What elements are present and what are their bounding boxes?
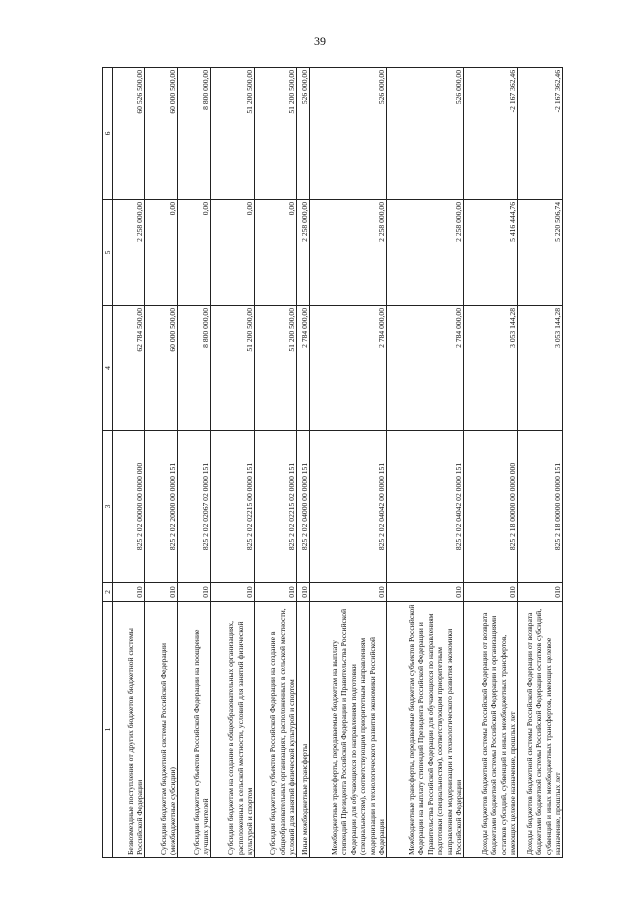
table-row — [113, 68, 145, 858]
row-admin: 010 — [255, 583, 297, 602]
row-plan: 51 200 500,00 — [255, 306, 297, 431]
row-admin: 010 — [113, 583, 145, 602]
row-admin: 010 — [145, 583, 178, 602]
row-deviation: 51 200 500,00 — [255, 68, 297, 200]
row-admin: 010 — [518, 583, 563, 602]
row-plan: 2 784 000,00 — [297, 306, 310, 431]
row-fact: 0,00 — [255, 200, 297, 306]
row-plan: 51 200 500,00 — [211, 306, 255, 431]
row-name: Межбюджетные трансферты, передаваемые бюджетам субъектов Российской Федерации на выплату стипендий Президента Российской Федерации и Правительства Российской Федерации для обучающихся по направлениям подготовки (специальностям), соответствующим приоритетным направлениям модернизации и технологического развития экономики Российской Федерации — [387, 602, 464, 858]
row-name: Доходы бюджетов бюджетной системы Российской Федерации от возврата бюджетами бюджетной системы Российской Федерации остатков субсидий, субвенций и иных межбюджетных трансфертов, имеющих целевое назначение, прошлых лет — [518, 602, 563, 858]
column-number: 2 — [103, 583, 113, 602]
row-fact: 2 258 000,00 — [387, 200, 464, 306]
row-code: 825 2 18 00000 00 0000 151 — [518, 431, 563, 583]
row-plan: 2 784 000,00 — [387, 306, 464, 431]
row-code: 825 2 02 04000 00 0000 151 — [297, 431, 310, 583]
row-plan: 3 053 144,28 — [518, 306, 563, 431]
row-admin: 010 — [464, 583, 518, 602]
column-number: 4 — [103, 306, 113, 431]
row-fact: 0,00 — [145, 200, 178, 306]
row-code: 825 2 02 04042 02 0000 151 — [387, 431, 464, 583]
row-name: Субсидии бюджетам субъектов Российской Федерации на создание в общеобразовательных организациях, расположенных в сельской местности, условий для занятий физической культурой и спортом — [255, 602, 297, 858]
row-code: 825 2 02 04042 00 0000 151 — [310, 431, 387, 583]
row-admin: 010 — [211, 583, 255, 602]
row-fact: 5 416 444,76 — [464, 200, 518, 306]
row-fact: 5 220 506,74 — [518, 200, 563, 306]
table-row — [255, 68, 297, 858]
row-deviation: 526 000,00 — [297, 68, 310, 200]
row-name: Субсидии бюджетам бюджетной системы Российской Федерации (межбюджетные субсидии) — [145, 602, 178, 858]
row-deviation: 526 000,00 — [387, 68, 464, 200]
row-plan: 60 000 500,00 — [145, 306, 178, 431]
row-code: 825 2 02 00000 00 0000 000 — [113, 431, 145, 583]
row-deviation: 8 800 000,00 — [178, 68, 211, 200]
row-deviation: 526 000,00 — [310, 68, 387, 200]
column-number: 5 — [103, 200, 113, 306]
row-fact: 2 258 000,00 — [310, 200, 387, 306]
row-name: Доходы бюджетов бюджетной системы Российской Федерации от возврата бюджетами бюджетной системы Российской Федерации и организациями остатков субсидий, субвенций и иных межбюджетных трансфертов, имеющих целевое назначение, прошлых лет — [464, 602, 518, 858]
column-number-row — [103, 68, 113, 858]
row-fact: 0,00 — [211, 200, 255, 306]
budget-table — [102, 67, 563, 858]
row-deviation: 51 200 500,00 — [211, 68, 255, 200]
row-admin: 010 — [178, 583, 211, 602]
row-name: Иные межбюджетные трансферты — [297, 602, 310, 858]
row-admin: 010 — [387, 583, 464, 602]
row-name: Субсидии бюджетам субъектов Российской Федерации на поощрение лучших учителей — [178, 602, 211, 858]
row-deviation: -2 167 362,46 — [464, 68, 518, 200]
row-deviation: -2 167 362,46 — [518, 68, 563, 200]
row-code: 825 2 18 00000 00 0000 000 — [464, 431, 518, 583]
row-plan: 3 053 144,28 — [464, 306, 518, 431]
row-fact: 0,00 — [178, 200, 211, 306]
row-admin: 010 — [297, 583, 310, 602]
row-code: 825 2 02 02215 02 0000 151 — [255, 431, 297, 583]
row-plan: 8 800 000,00 — [178, 306, 211, 431]
row-code: 825 2 02 02215 00 0000 151 — [211, 431, 255, 583]
column-number: 3 — [103, 431, 113, 583]
table-row — [310, 68, 387, 858]
row-plan: 2 784 000,00 — [310, 306, 387, 431]
row-code: 825 2 02 02067 02 0000 151 — [178, 431, 211, 583]
row-name: Субсидии бюджетам на создание в общеобразовательных организациях, расположенных в сельской местности, условий для занятий физической культурой и спортом — [211, 602, 255, 858]
row-admin: 010 — [310, 583, 387, 602]
table-row — [387, 68, 464, 858]
table-row — [145, 68, 178, 858]
row-name: Безвозмездные поступления от других бюджетов бюджетной системы Российской Федерации — [113, 602, 145, 858]
column-number: 6 — [103, 68, 113, 200]
table-row — [518, 68, 563, 858]
rotated-table-container — [102, 68, 562, 858]
row-fact: 2 258 000,00 — [297, 200, 310, 306]
row-plan: 62 784 500,00 — [113, 306, 145, 431]
row-name: Межбюджетные трансферты, передаваемые бюджетам на выплату стипендий Президента Российской Федерации и Правительства Российской Федерации для обучающихся по направлениям подготовки (специальностям), соответствующим приоритетным направлениям модернизации и технологического развития экономики Российской Федерации — [310, 602, 387, 858]
row-code: 825 2 02 20000 00 0000 151 — [145, 431, 178, 583]
table-row — [464, 68, 518, 858]
row-deviation: 60 000 500,00 — [145, 68, 178, 200]
table-row — [178, 68, 211, 858]
row-fact: 2 258 000,00 — [113, 200, 145, 306]
page-number: 39 — [314, 34, 326, 48]
table-row — [297, 68, 310, 858]
row-deviation: 60 526 500,00 — [113, 68, 145, 200]
table-row — [211, 68, 255, 858]
column-number: 1 — [103, 602, 113, 858]
